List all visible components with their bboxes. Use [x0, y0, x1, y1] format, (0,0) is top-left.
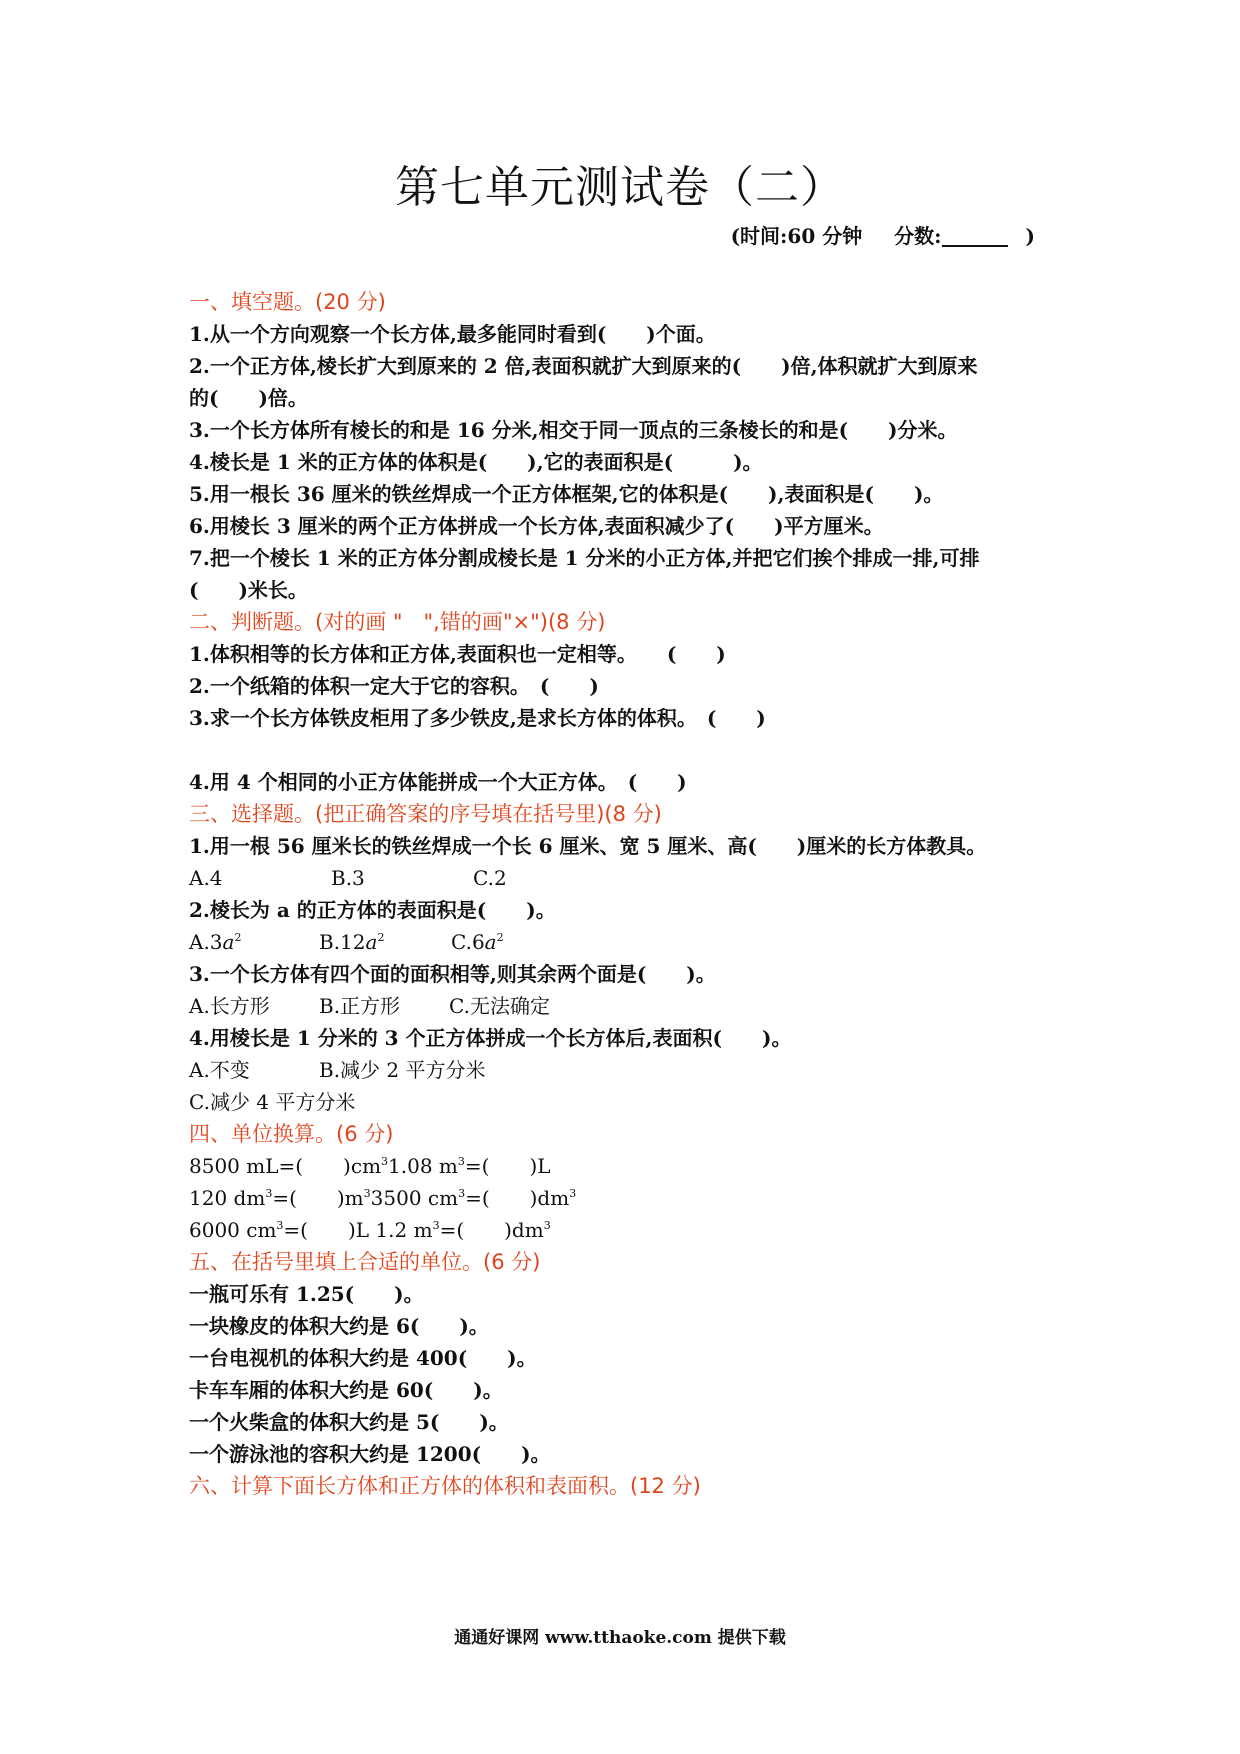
s1-line: 的( )倍。 [189, 386, 308, 410]
option-c: C.2 [473, 866, 507, 890]
option-b: B.3 [331, 866, 365, 890]
section-5-header: 五、在括号里填上合适的单位。(6 分) [189, 1250, 541, 1274]
s3-q3: 3.一个长方体有四个面的面积相等,则其余两个面是( )。 [189, 962, 716, 986]
s4-row-1: 8500 mL=( )$cm^31.08$ $m^3=$( )L [189, 1154, 551, 1178]
section-4-header: 四、单位换算。(6 分) [189, 1122, 394, 1146]
option-b: $B.12a^2$ [319, 930, 385, 954]
score-blank[interactable] [942, 225, 1008, 247]
s1-line: 1.从一个方向观察一个长方体,最多能同时看到( )个面。 [189, 322, 716, 346]
exam-content [189, 286, 1069, 1502]
s3-q4-options [189, 1054, 1069, 1086]
s5-line: 一瓶可乐有 1.25( )。 [189, 1282, 424, 1306]
s3-q4-option-c: C.减少 4 平方分米 [189, 1090, 356, 1114]
option-a: A.4 [189, 866, 223, 890]
s2-line: 1.体积相等的长方体和正方体,表面积也一定相等。 ( ) [189, 642, 726, 666]
s5-line: 一块橡皮的体积大约是 6( )。 [189, 1314, 489, 1338]
s3-q2: 2.棱长为 a 的正方体的表面积是( )。 [189, 898, 556, 922]
s5-line: 一个游泳池的容积大约是 1200( )。 [189, 1442, 551, 1466]
option-c: C.无法确定 [449, 994, 550, 1018]
section-6-header: 六、计算下面长方体和正方体的体积和表面积。(12 分) [189, 1474, 701, 1498]
s1-line: 5.用一根长 36 厘米的铁丝焊成一个正方体框架,它的体积是( ),表面积是( )。 [189, 482, 944, 506]
s3-q4: 4.用棱长是 1 分米的 3 个正方体拼成一个长方体后,表面积( )。 [189, 1026, 792, 1050]
time-score-info [731, 222, 1035, 250]
s1-line: 7.把一个棱长 1 米的正方体分割成棱长是 1 分米的小正方体,并把它们挨个排成一排,可排 [189, 546, 980, 570]
option-a: A.长方形 [189, 994, 270, 1018]
s3-q1-options [189, 862, 1069, 894]
s5-line: 一个火柴盒的体积大约是 5( )。 [189, 1410, 509, 1434]
option-b: B.减少 2 平方分米 [319, 1058, 486, 1082]
page-title: 第七单元测试卷（二） [395, 162, 845, 213]
time-label: (时间:60 分钟 [730, 224, 863, 248]
s1-line: 6.用棱长 3 厘米的两个正方体拼成一个长方体,表面积减少了( )平方厘米。 [189, 514, 884, 538]
s4-row-3: 6000 $cm^3=$( )L 1.2 $m^3=$( )$dm^3$ [189, 1218, 551, 1242]
s5-line: 卡车车厢的体积大约是 60( )。 [189, 1378, 503, 1402]
s1-line: 3.一个长方体所有棱长的和是 16 分米,相交于同一顶点的三条棱长的和是( )分米。 [189, 418, 958, 442]
option-a: $A.3a^2$ [189, 930, 242, 954]
section-1-header: 一、填空题。(20 分) [189, 290, 386, 314]
time-suffix: ) [1025, 224, 1035, 248]
option-b: B.正方形 [319, 994, 401, 1018]
s3-q2-options [189, 926, 1069, 958]
section-3-header: 三、选择题。(把正确答案的序号填在括号里)(8 分) [189, 802, 662, 826]
section-2-header: 二、判断题。(对的画 " ",错的画"×")(8 分) [189, 610, 606, 634]
s2-line: 3.求一个长方体铁皮柜用了多少铁皮,是求长方体的体积。 ( ) [189, 706, 766, 730]
s3-q3-options [189, 990, 1069, 1022]
s4-row-2: 120 $dm^3=$( )$m^33500$ $cm^3=$( )$dm^3$ [189, 1186, 577, 1210]
s3-q1: 1.用一根 56 厘米长的铁丝焊成一个长 6 厘米、宽 5 厘米、高( )厘米的长方体教具。 [189, 834, 987, 858]
option-a: A.不变 [189, 1058, 250, 1082]
option-c: $C.6a^2$ [451, 930, 504, 954]
s5-line: 一台电视机的体积大约是 400( )。 [189, 1346, 537, 1370]
s1-line: 4.棱长是 1 米的正方体的体积是( ),它的表面积是( )。 [189, 450, 763, 474]
footer-credit: 通通好课网 www.tthaoke.com 提供下载 [454, 1628, 786, 1648]
s2-line: 4.用 4 个相同的小正方体能拼成一个大正方体。 ( ) [189, 770, 687, 794]
s2-line: 2.一个纸箱的体积一定大于它的容积。 ( ) [189, 674, 599, 698]
s1-line: ( )米长。 [189, 578, 308, 602]
score-label: 分数: [894, 224, 942, 248]
s1-line: 2.一个正方体,棱长扩大到原来的 2 倍,表面积就扩大到原来的( )倍,体积就扩大到原来 [189, 354, 978, 378]
